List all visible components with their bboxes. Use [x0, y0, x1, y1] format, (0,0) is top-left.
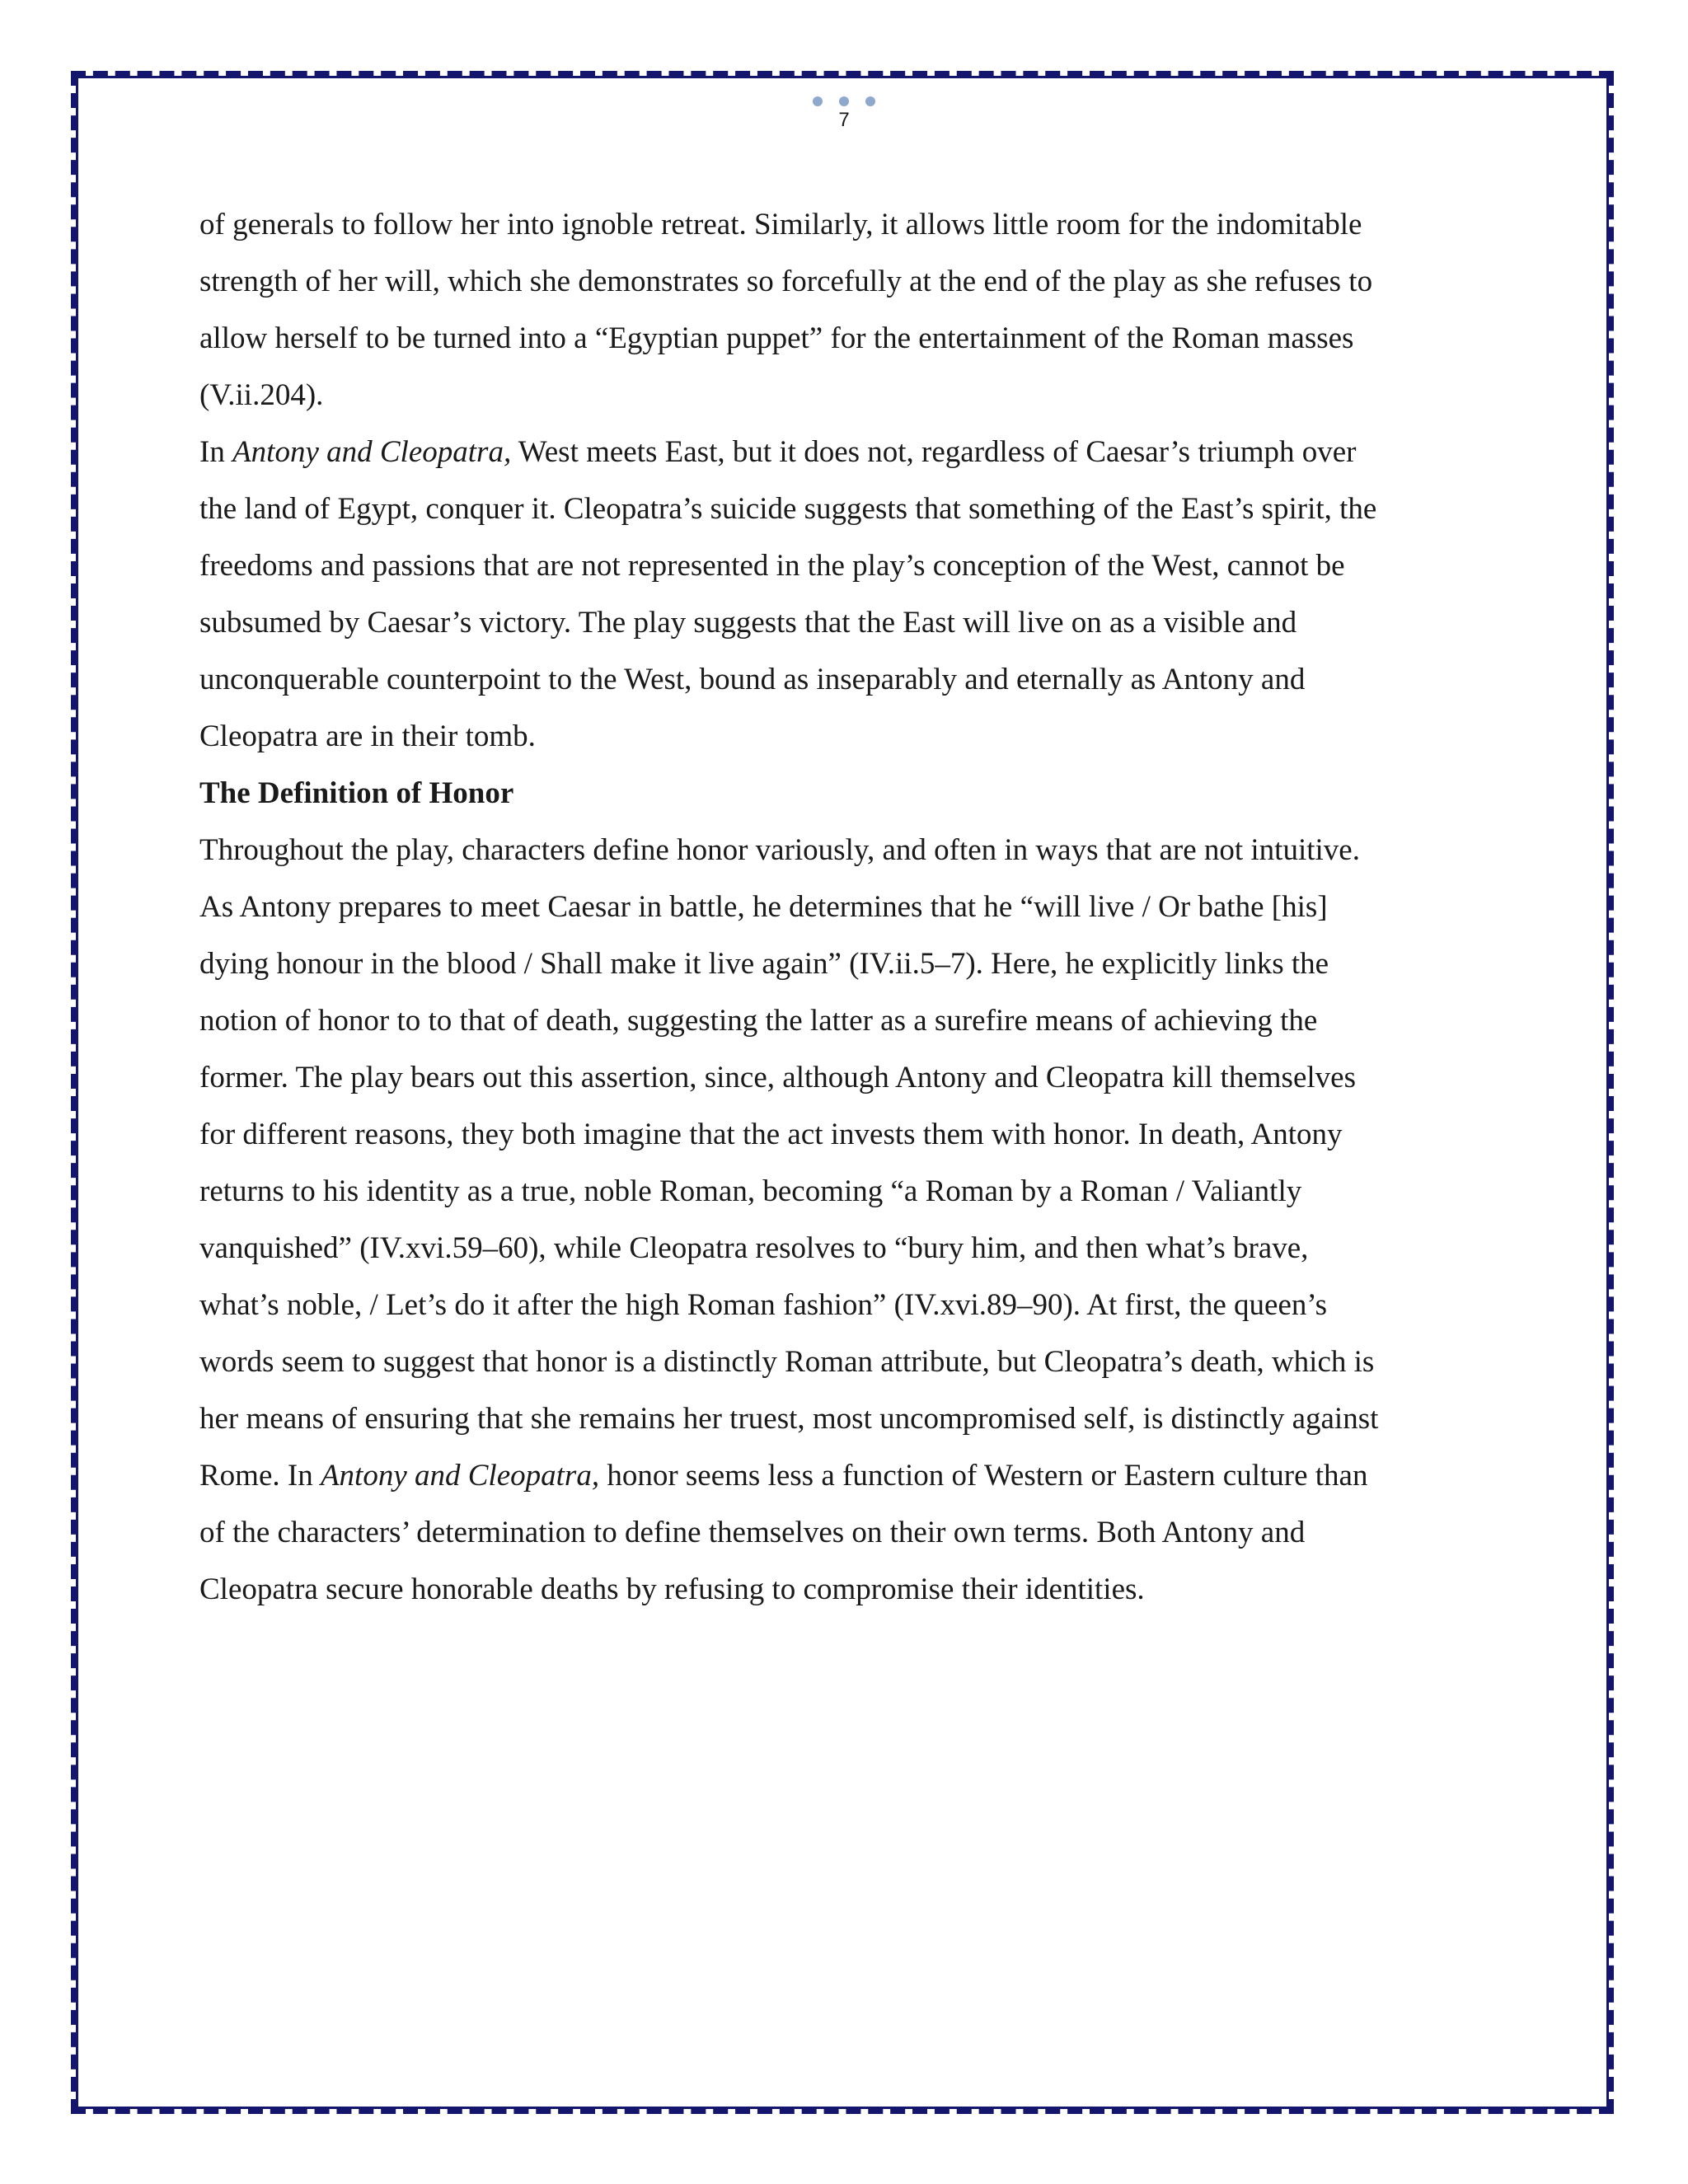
text-line: the land of Egypt, conquer it. Cleopatra’s suicide suggests that something of the East’s spirit, the: [199, 492, 1377, 526]
text-line: freedoms and passions that are not represented in the play’s conception of the West, cannot be: [199, 549, 1345, 583]
play-title: Antony and Cleopatra,: [232, 435, 512, 469]
text-line: [199, 424, 1477, 480]
header-dot: [839, 96, 849, 106]
play-title: Antony and Cleopatra,: [320, 1459, 600, 1493]
text-line: for different reasons, they both imagine that the act invests them with honor. In death, Antony: [199, 1118, 1343, 1151]
text-run: In: [199, 435, 233, 469]
text-line: of the characters’ determination to define themselves on their own terms. Both Antony and: [199, 1516, 1306, 1549]
text-line: words seem to suggest that honor is a distinctly Roman attribute, but Cleopatra’s death, which is: [199, 1345, 1375, 1379]
header-dot: [813, 96, 823, 106]
text-line: As Antony prepares to meet Caesar in battle, he determines that he “will live / Or bathe [his]: [199, 890, 1328, 924]
text-line: returns to his identity as a true, noble Roman, becoming “a Roman by a Roman / Valiantly: [199, 1174, 1302, 1208]
text-line: Cleopatra are in their tomb.: [199, 719, 536, 753]
text-line: [199, 1447, 1477, 1504]
text-run: honor seems less a function of Western or Eastern culture than: [599, 1459, 1368, 1493]
paragraph: [199, 424, 1477, 765]
header-dot: [865, 96, 875, 106]
text-run: West meets East, but it does not, regardless of Caesar’s triumph over: [511, 435, 1357, 469]
text-line: what’s noble, / Let’s do it after the high Roman fashion” (IV.xvi.89–90). At first, the queen’s: [199, 1288, 1328, 1322]
paragraph: [199, 822, 1477, 1618]
header-dots: [0, 96, 1688, 106]
text-line: former. The play bears out this assertion, since, although Antony and Cleopatra kill themselves: [199, 1061, 1356, 1094]
document-body: [199, 196, 1477, 1618]
text-line: notion of honor to to that of death, suggesting the latter as a surefire means of achieving the: [199, 1004, 1318, 1038]
text-line: strength of her will, which she demonstrates so forcefully at the end of the play as she refuses to: [199, 265, 1373, 298]
page-number: 7: [838, 109, 850, 131]
text-line: allow herself to be turned into a “Egyptian puppet” for the entertainment of the Roman masses: [199, 321, 1354, 355]
text-run: Rome. In: [199, 1459, 321, 1493]
text-line: vanquished” (IV.xvi.59–60), while Cleopatra resolves to “bury him, and then what’s brave,: [199, 1231, 1309, 1265]
text-line: (V.ii.204).: [199, 378, 324, 412]
text-line: unconquerable counterpoint to the West, bound as inseparably and eternally as Antony and: [199, 663, 1306, 696]
text-line: subsumed by Caesar’s victory. The play suggests that the East will live on as a visible and: [199, 606, 1297, 640]
paragraph: [199, 196, 1477, 424]
text-line: Cleopatra secure honorable deaths by refusing to compromise their identities.: [199, 1572, 1145, 1606]
text-line: her means of ensuring that she remains her truest, most uncompromised self, is distinctly against: [199, 1402, 1379, 1436]
text-line: of generals to follow her into ignoble retreat. Similarly, it allows little room for the indomitable: [199, 208, 1362, 241]
section-heading: The Definition of Honor: [199, 776, 514, 810]
text-line: dying honour in the blood / Shall make it live again” (IV.ii.5–7). Here, he explicitly links the: [199, 947, 1329, 981]
text-line: Throughout the play, characters define honor variously, and often in ways that are not intuitive.: [199, 833, 1360, 867]
